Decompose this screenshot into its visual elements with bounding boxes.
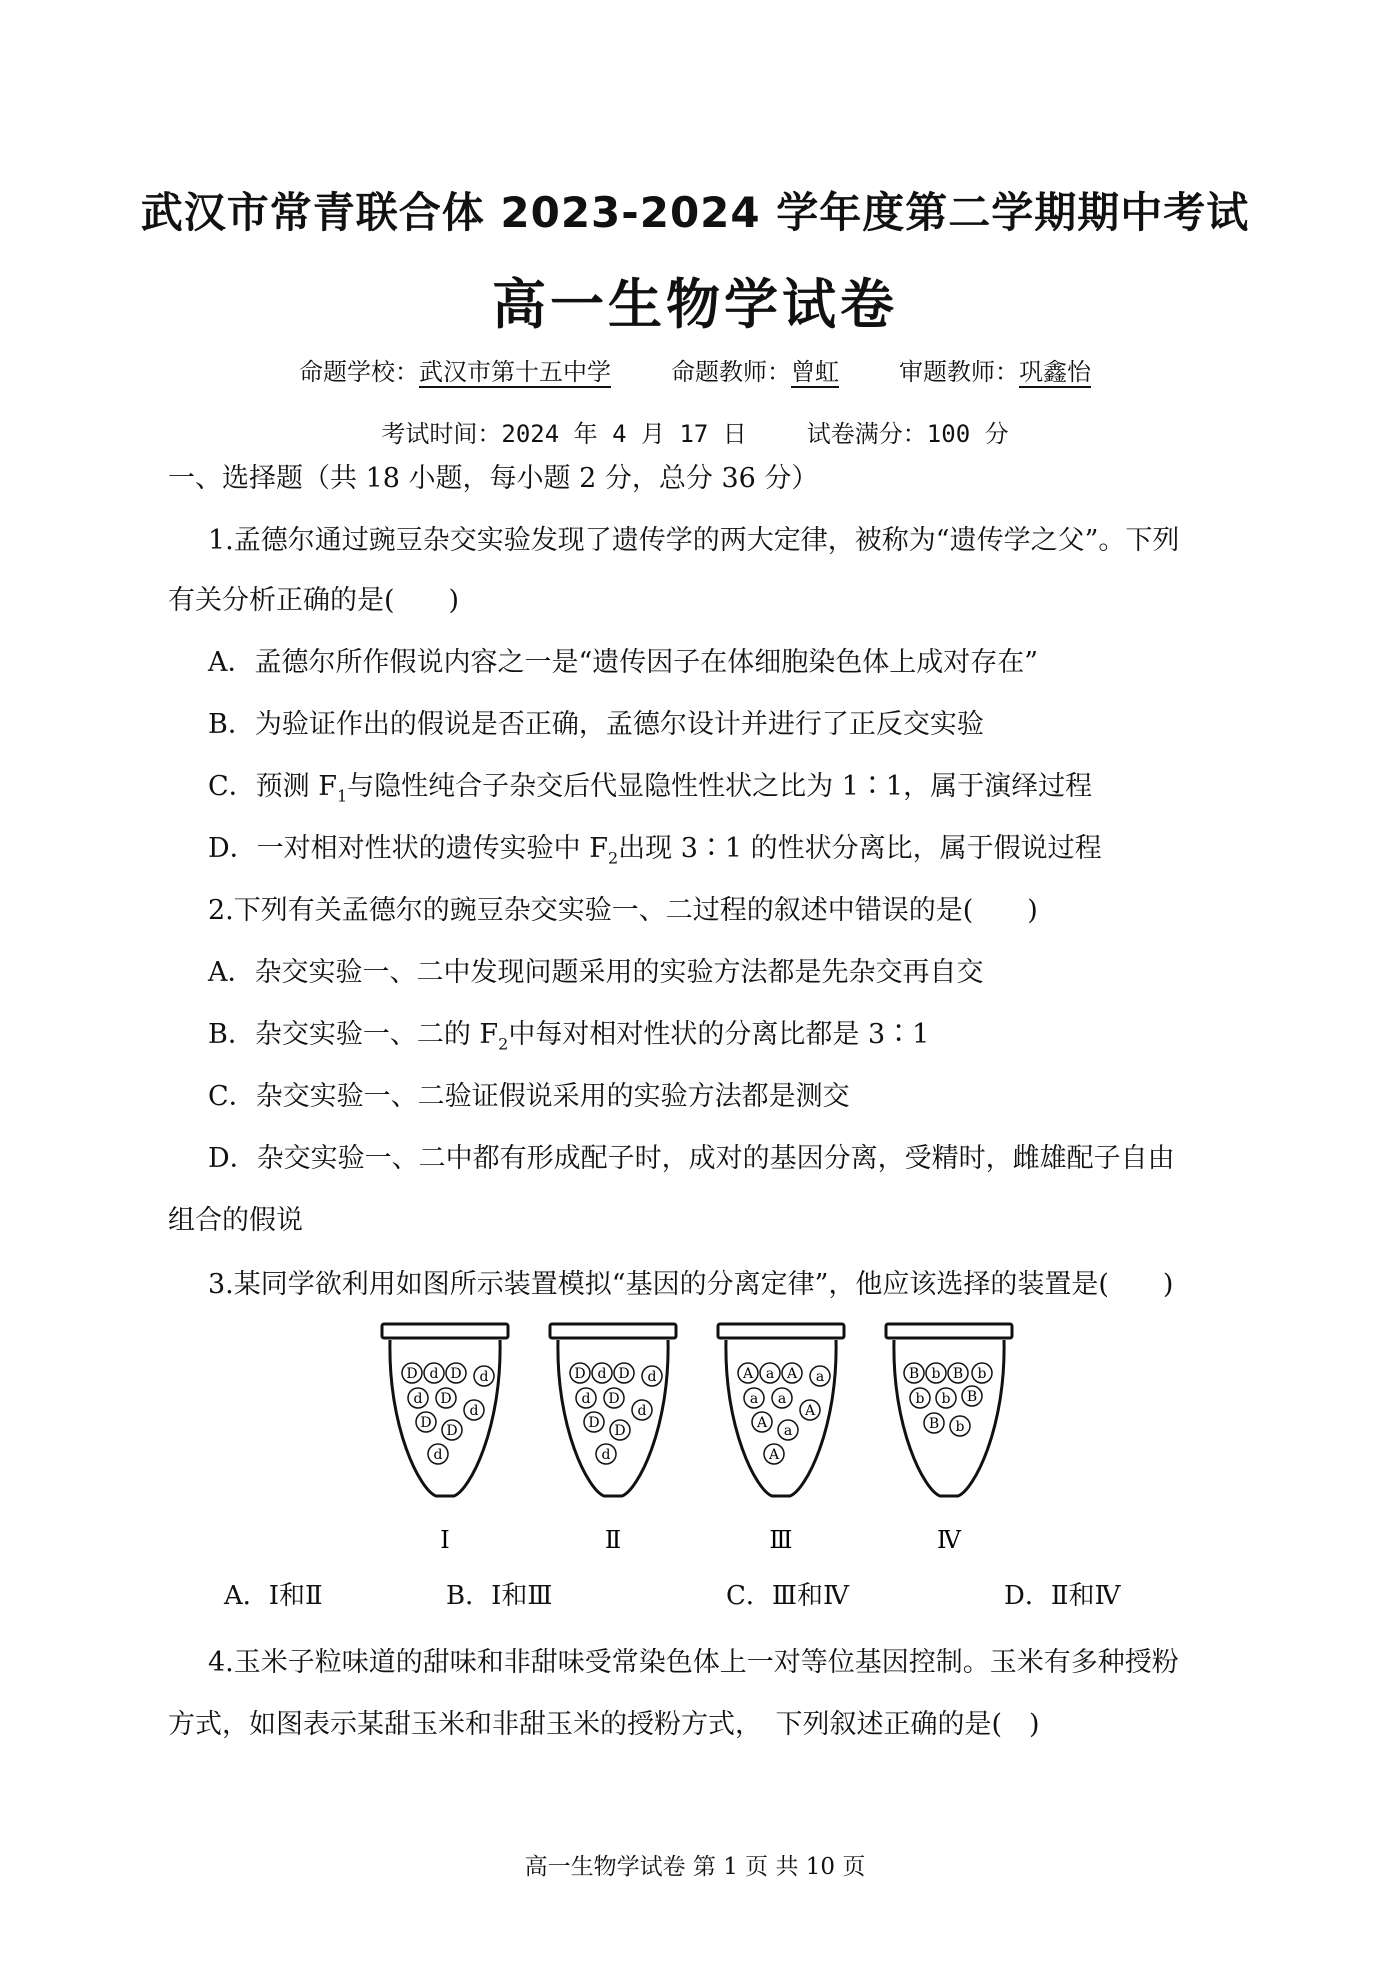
ball-label: A [768,1447,780,1463]
q3-container-figure [380,1318,1020,1558]
container-label: Ⅳ [937,1526,961,1554]
school-value: 武汉市第十五中学 [419,358,611,386]
q2-stem: 2.下列有关孟德尔的豌豆杂交实验一、二过程的叙述中错误的是( ) [208,895,1038,926]
ball-label: a [765,1366,775,1382]
ball-label: b [941,1391,951,1407]
ball-label: d [429,1366,439,1382]
q3-option-d: D．Ⅱ和Ⅳ [1004,1581,1121,1611]
ball-label: d [601,1447,611,1463]
q3-option-a: A．Ⅰ和Ⅱ [224,1581,323,1611]
ball-label: D [574,1366,586,1382]
ball-label: a [783,1423,793,1439]
q2-option-d-line1: D．杂交实验一、二中都有形成配子时，成对的基因分离，受精时，雌雄配子自由 [208,1143,1175,1174]
q1-option-c: C．预测 $F_1$与隐性纯合子杂交后代显隐性性状之比为 1∶1，属于演绎过程 [208,771,1093,806]
ball-label: d [469,1403,479,1419]
container-label: Ⅱ [604,1526,622,1554]
ball-label: D [614,1423,626,1439]
q1-option-b: B．为验证作出的假说是否正确，孟德尔设计并进行了正反交实验 [208,709,984,740]
ball-label: b [931,1366,941,1382]
container-1 [382,1324,508,1554]
ball-label: D [608,1391,620,1407]
reviewer-label: 审题教师： [899,358,1019,386]
ball-label: a [815,1369,825,1385]
q2-option-c: C．杂交实验一、二验证假说采用的实验方法都是测交 [208,1081,850,1112]
container-3 [718,1324,844,1554]
ball-label: B [928,1416,940,1432]
ball-label: A [786,1366,798,1382]
ball-label: D [406,1366,418,1382]
container-label: Ⅰ [440,1526,450,1554]
q3-stem: 3.某同学欲利用如图所示装置模拟“基因的分离定律”，他应该选择的装置是( ) [208,1269,1174,1300]
ball-label: d [433,1447,443,1463]
q3-option-c: C．Ⅲ和Ⅳ [726,1581,849,1611]
ball-label: A [756,1415,768,1431]
section-heading: 一、选择题（共 18 小题，每小题 2 分，总分 36 分） [168,463,819,494]
full-score: 试卷满分：100 分 [806,420,1009,448]
reviewer-value: 巩鑫怡 [1019,358,1091,386]
paper-title: 高一生物学试卷 [492,273,898,336]
ball-label: D [618,1366,630,1382]
q2-option-d-line2: 组合的假说 [168,1205,303,1236]
ball-label: d [597,1366,607,1382]
ball-label: B [908,1366,920,1382]
page-footer: 高一生物学试卷 第 1 页 共 10 页 [524,1854,866,1880]
q4-stem-line2: 方式，如图表示某甜玉米和非甜玉米的授粉方式， 下列叙述正确的是( ) [168,1709,1040,1740]
q3-option-b: B．Ⅰ和Ⅲ [446,1581,553,1611]
exam-title: 武汉市常青联合体 2023-2024 学年度第二学期期中考试 [140,188,1250,237]
q2-option-a: A．杂交实验一、二中发现问题采用的实验方法都是先杂交再自交 [208,957,984,988]
ball-label: A [742,1366,754,1382]
ball-label: D [446,1423,458,1439]
q1-option-d: D．一对相对性状的遗传实验中 $F_2$出现 3∶1 的性状分离比，属于假说过程 [208,833,1102,868]
ball-label: A [804,1403,816,1419]
ball-label: d [581,1391,591,1407]
ball-label: d [647,1369,657,1385]
ball-label: a [749,1391,759,1407]
ball-label: b [915,1391,925,1407]
ball-label: a [777,1391,787,1407]
author-label: 命题教师： [671,358,791,386]
school-label: 命题学校： [299,358,419,386]
exam-time: 考试时间：2024 年 4 月 17 日 [381,420,747,448]
authorship-line [0,352,1390,387]
q1-option-a: A．孟德尔所作假说内容之一是“遗传因子在体细胞染色体上成对存在” [208,647,1039,678]
ball-label: D [420,1415,432,1431]
container-label: Ⅲ [769,1526,793,1554]
ball-label: B [952,1366,964,1382]
q4-stem-line1: 4.玉米子粒味道的甜味和非甜味受常染色体上一对等位基因控制。玉米有多种授粉 [208,1647,1179,1678]
container-2 [550,1324,676,1554]
q2-option-b: B．杂交实验一、二的 $F_2$中每对相对性状的分离比都是 3∶1 [208,1019,930,1054]
ball-label: d [637,1403,647,1419]
ball-label: D [450,1366,462,1382]
container-4 [886,1324,1012,1554]
exam-info-line [0,414,1390,449]
author-value: 曾虹 [791,358,839,386]
ball-label: D [588,1415,600,1431]
q1-stem-line1: 1.孟德尔通过豌豆杂交实验发现了遗传学的两大定律，被称为“遗传学之父”。下列 [208,525,1180,556]
ball-label: b [955,1419,965,1435]
ball-label: d [479,1369,489,1385]
ball-label: b [977,1366,987,1382]
ball-label: d [413,1391,423,1407]
ball-label: D [440,1391,452,1407]
q1-stem-line2: 有关分析正确的是( ) [168,585,460,616]
ball-label: B [966,1389,978,1405]
